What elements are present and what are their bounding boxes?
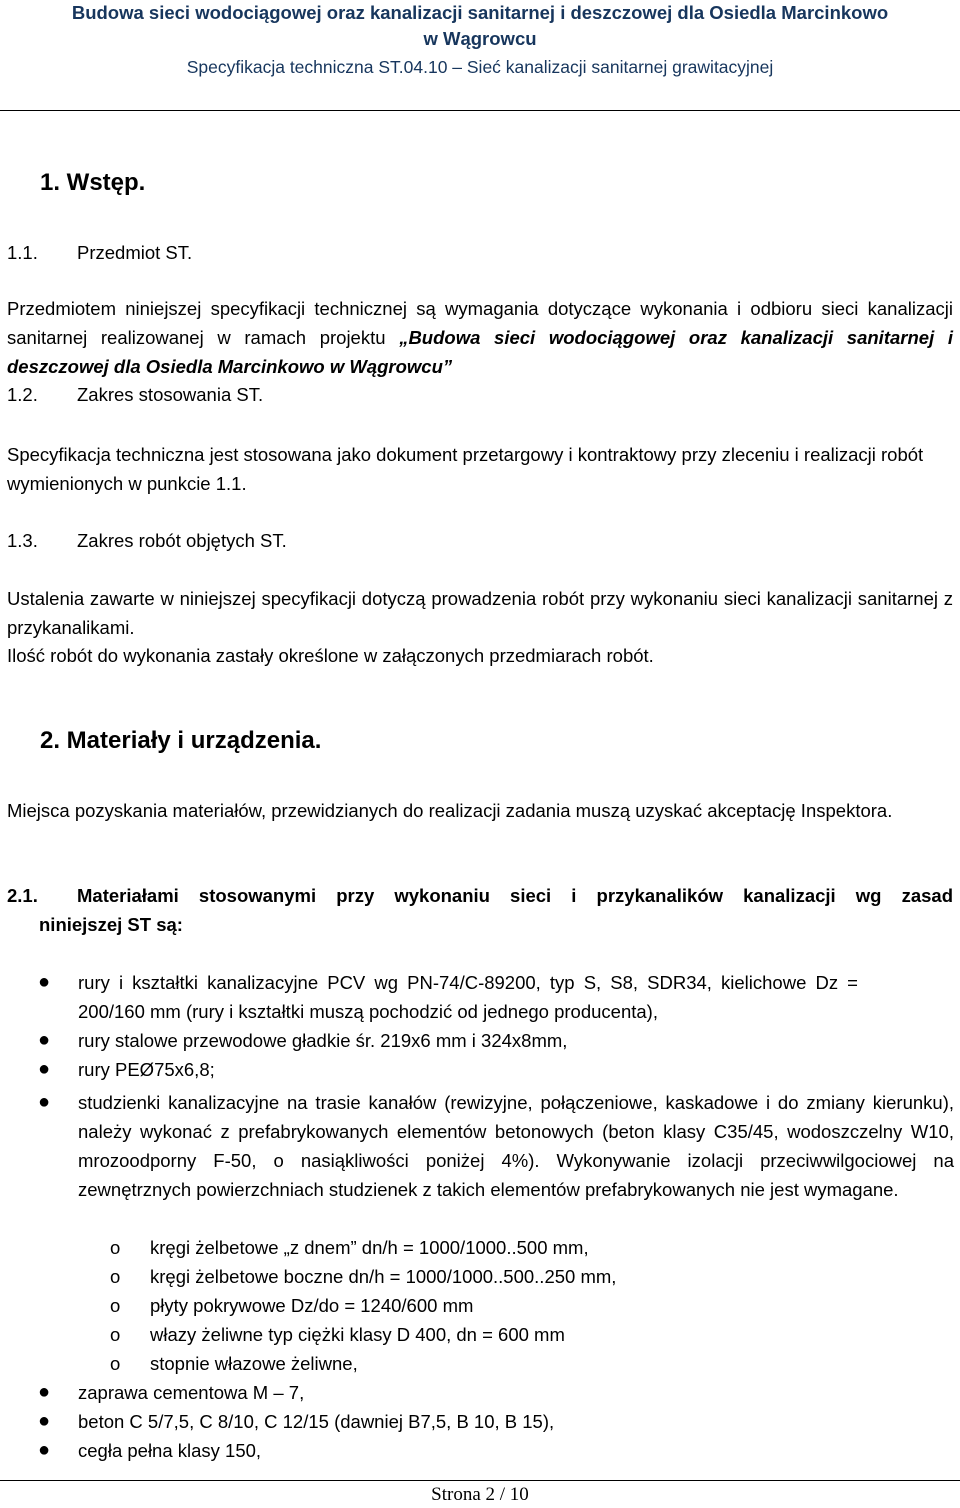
sub-list-item-text: kręgi żelbetowe „z dnem” dn/h = 1000/1000..500 mm,	[150, 1237, 589, 1258]
sub-list-item	[110, 1233, 850, 1262]
header-title-line1: Budowa sieci wodociągowej oraz kanalizacji sanitarnej i deszczowej dla Osiedla Marcinkowo	[71, 2, 889, 23]
section-number: 1.1.	[7, 242, 38, 263]
bullet-icon: ●	[38, 1410, 51, 1432]
list-item-text: rury PEØ75x6,8;	[78, 1059, 215, 1080]
section-2-intro: Miejsca pozyskania materiałów, przewidzianych do realizacji zadania muszą uzyskać akceptację Inspektora.	[7, 800, 893, 821]
section-1-1-text	[7, 294, 953, 381]
list-item-text: rury i kształtki kanalizacyjne PCV wg PN-74/C-89200, typ S, S8, SDR34, kielichowe Dz = 200/160 mm (rury i kształtki muszą pochodzić od jednego producenta),	[78, 972, 858, 1022]
footer-divider	[0, 1480, 960, 1481]
section-2-heading: 2. Materiały i urządzenia.	[40, 727, 322, 754]
section-number: 2.1.	[7, 885, 38, 906]
sub-list-item-text: kręgi żelbetowe boczne dn/h = 1000/1000..500..250 mm,	[150, 1266, 617, 1287]
list-item	[38, 1436, 948, 1465]
sub-bullet-marker: o	[110, 1324, 121, 1345]
sub-list-item	[110, 1262, 850, 1291]
section-1-3-text-1: Ustalenia zawarte w niniejszej specyfikacji dotyczą prowadzenia robót przy wykonaniu sieci kanalizacji sanitarnej z przykanalikami.	[7, 588, 953, 638]
section-1-2-heading	[7, 380, 953, 409]
bullet-icon: ●	[38, 1439, 51, 1461]
bullet-icon: ●	[38, 1058, 51, 1080]
sub-list-item-text: włazy żeliwne typ ciężki klasy D 400, dn = 600 mm	[150, 1324, 565, 1345]
section-1-1-heading	[7, 238, 953, 267]
section-title: Przedmiot ST.	[77, 242, 193, 263]
section-title-cont: niniejszej ST są:	[39, 914, 183, 935]
list-item	[38, 1055, 948, 1084]
paragraph-text: Przedmiotem niniejszej specyfikacji technicznej są wymagania dotyczące wykonania i odbioru sieci kanalizacji sanitarnej realizowanej w ramach projektu	[7, 298, 953, 348]
list-item	[38, 1088, 954, 1204]
sub-list-item-text: stopnie włazowe żeliwne,	[150, 1353, 358, 1374]
section-number: 1.3.	[7, 530, 38, 551]
list-item-text: cegła pełna klasy 150,	[78, 1440, 262, 1461]
sub-bullet-marker: o	[110, 1295, 121, 1316]
list-item	[38, 1407, 948, 1436]
page-number: Strona 2 / 10	[431, 1484, 529, 1505]
sub-list-item-text: płyty pokrywowe Dz/do = 1240/600 mm	[150, 1295, 474, 1316]
section-title: Zakres stosowania ST.	[77, 384, 264, 405]
page-header	[0, 0, 960, 80]
project-title-italic: „Budowa sieci wodociągowej oraz kanalizacji sanitarnej i deszczowej dla Osiedla Marcinkowo w Wągrowcu”	[7, 327, 953, 377]
header-subtitle: Specyfikacja techniczna ST.04.10 – Sieć kanalizacji sanitarnej grawitacyjnej	[186, 57, 774, 77]
header-divider	[0, 110, 960, 111]
section-1-3-heading	[7, 526, 953, 555]
section-1-3-text-2: Ilość robót do wykonania zastały określone w załączonych przedmiarach robót.	[7, 645, 654, 666]
section-number: 1.2.	[7, 384, 38, 405]
list-item-text: studzienki kanalizacyjne na trasie kanałów (rewizyjne, połączeniowe, kaskadowe i do zmiany kierunku), należy wykonać z prefabrykowanych elementów betonowych (beton klasy C35/45, wodoszczelny W10, mrozoodporny F-50, o nasiąkliwości poniżej 4%). Wykonywanie izolacji przeciwwilgociowej na zewnętrznych powierzchniach studzienek z takich elementów prefabrykowanych nie jest wymagane.	[78, 1092, 954, 1200]
section-1-2-text: Specyfikacja techniczna jest stosowana jako dokument przetargowy i kontraktowy przy zleceniu i realizacji robót wymienionych w punkcie 1.1.	[7, 444, 924, 494]
bullet-icon: ●	[38, 1029, 51, 1051]
section-1-heading: 1. Wstęp.	[40, 169, 146, 196]
bullet-icon: ●	[38, 971, 51, 993]
list-item-text: beton C 5/7,5, C 8/10, C 12/15 (dawniej B7,5, B 10, B 15),	[78, 1411, 555, 1432]
section-title: Zakres robót objętych ST.	[77, 530, 287, 551]
bullet-icon: ●	[38, 1091, 51, 1113]
section-2-1-heading	[7, 881, 953, 939]
list-item-text: rury stalowe przewodowe gładkie śr. 219x6 mm i 324x8mm,	[78, 1030, 568, 1051]
sub-list-item	[110, 1349, 850, 1378]
list-item	[38, 1378, 948, 1407]
sub-bullet-marker: o	[110, 1353, 121, 1374]
list-item-text: zaprawa cementowa M – 7,	[78, 1382, 305, 1403]
section-title: Materiałami stosowanymi przy wykonaniu sieci i przykanalików kanalizacji wg zasad	[77, 885, 953, 906]
sub-bullet-marker: o	[110, 1266, 121, 1287]
sub-list-item	[110, 1320, 850, 1349]
list-item	[38, 1026, 948, 1055]
bullet-icon: ●	[38, 1381, 51, 1403]
sub-bullet-marker: o	[110, 1237, 121, 1258]
header-title-line2: w Wągrowcu	[423, 28, 537, 49]
sub-list-item	[110, 1291, 850, 1320]
list-item	[38, 968, 858, 1026]
